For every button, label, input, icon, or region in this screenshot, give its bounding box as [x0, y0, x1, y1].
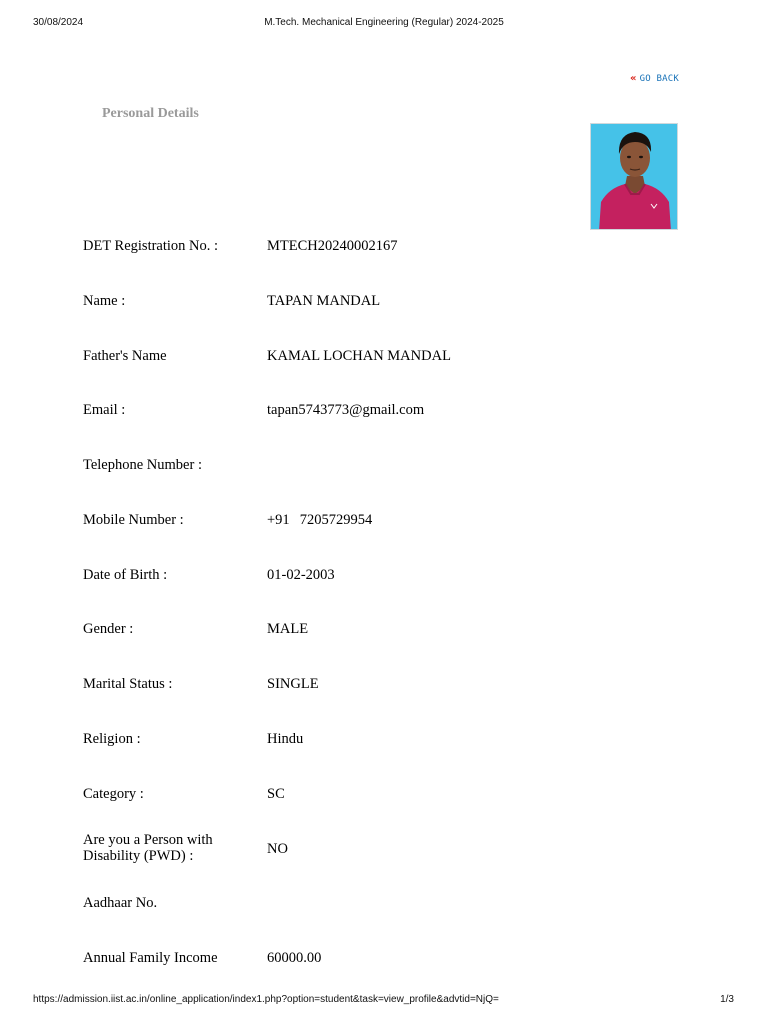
- print-url: https://admission.iist.ac.in/online_application/index1.php?option=student&task=view_profile&advtid=NjQ=: [33, 994, 499, 1005]
- double-chevron-left-icon: «: [630, 73, 637, 84]
- det-registration-value: MTECH20240002167: [267, 238, 398, 254]
- print-header: [0, 17, 768, 31]
- print-date: 30/08/2024: [33, 17, 84, 28]
- page-number: 1/3: [720, 994, 734, 1005]
- section-title: Personal Details: [102, 106, 199, 121]
- annual-income-value: 60000.00: [267, 950, 322, 966]
- print-title: M.Tech. Mechanical Engineering (Regular) 2024-2025: [264, 17, 504, 28]
- email-value: tapan5743773@gmail.com: [267, 402, 425, 418]
- name-value: TAPAN MANDAL: [267, 293, 381, 309]
- gender-value: MALE: [267, 621, 309, 637]
- religion-label: Religion :: [83, 731, 141, 747]
- marital-status-label: Marital Status :: [83, 676, 173, 692]
- mobile-value: [267, 512, 372, 528]
- pwd-label: Are you a Person with Disability (PWD) :: [83, 832, 213, 864]
- telephone-label: Telephone Number :: [83, 457, 202, 473]
- dob-value: 01-02-2003: [267, 567, 335, 583]
- religion-value: Hindu: [267, 731, 304, 747]
- mobile-country-code: +91: [267, 512, 290, 528]
- mobile-number: 7205729954: [299, 512, 373, 528]
- profile-photo: [590, 123, 678, 230]
- person-silhouette-icon: [591, 124, 678, 230]
- category-value: SC: [267, 786, 285, 802]
- go-back-link[interactable]: [630, 73, 679, 84]
- father-name-label: Father's Name: [83, 348, 167, 364]
- category-label: Category :: [83, 786, 144, 802]
- pwd-value: NO: [267, 841, 288, 857]
- marital-status-value: SINGLE: [267, 676, 319, 692]
- det-registration-label: DET Registration No. :: [83, 238, 219, 254]
- father-name-value: KAMAL LOCHAN MANDAL: [267, 348, 451, 364]
- name-label: Name :: [83, 293, 126, 309]
- annual-income-label: Annual Family Income: [83, 950, 218, 966]
- dob-label: Date of Birth :: [83, 567, 168, 583]
- mobile-label: Mobile Number :: [83, 512, 184, 528]
- gender-label: Gender :: [83, 621, 134, 637]
- email-label: Email :: [83, 402, 126, 418]
- print-footer: [0, 994, 768, 1008]
- go-back-label: GO BACK: [639, 74, 680, 84]
- aadhaar-label: Aadhaar No.: [83, 895, 158, 911]
